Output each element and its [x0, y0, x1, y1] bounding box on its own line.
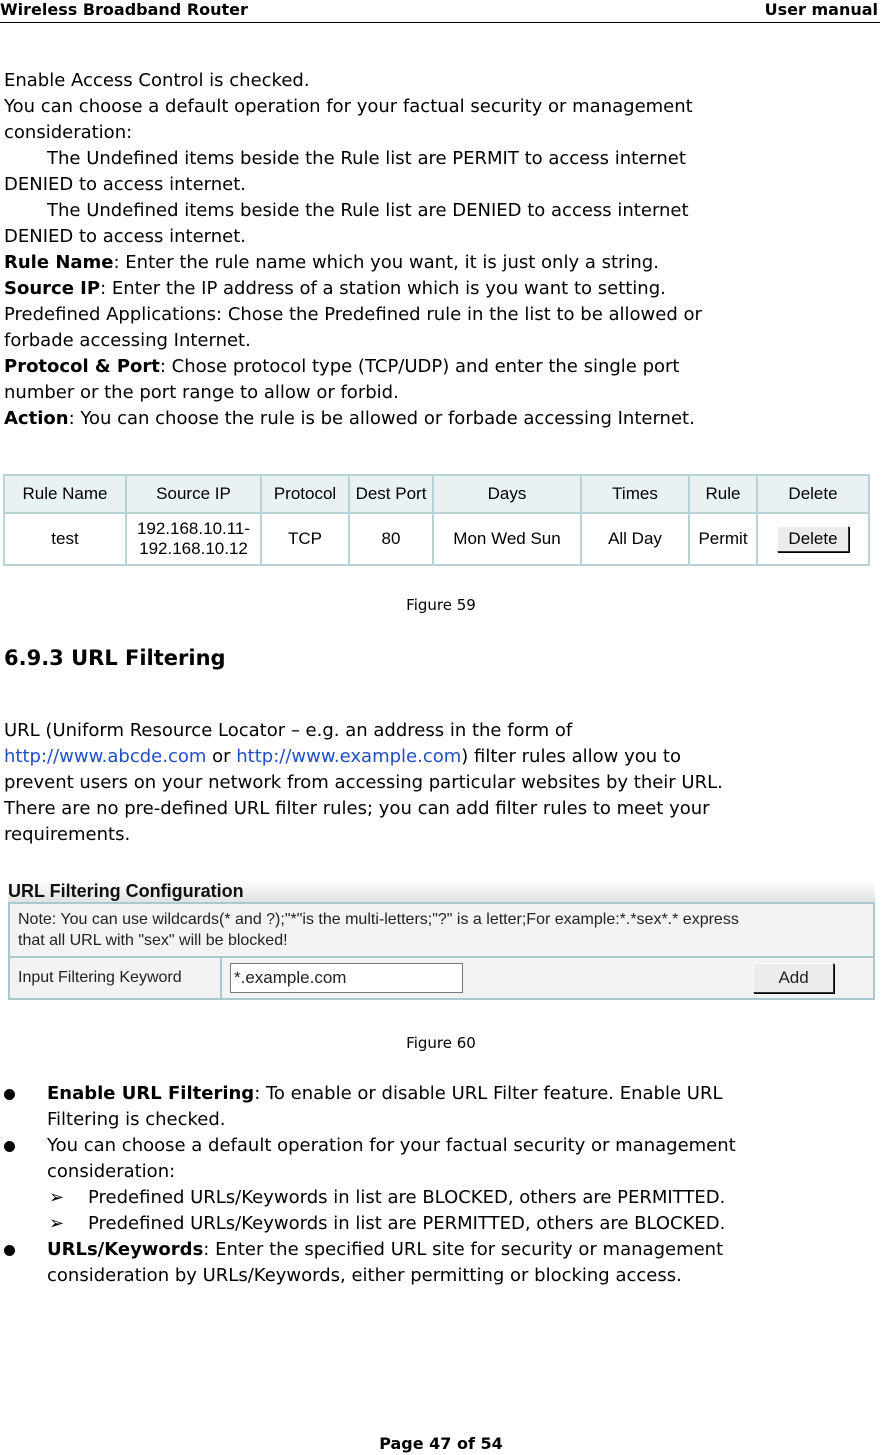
col-header: Source IP — [126, 475, 261, 513]
cell-days: Mon Wed Sun — [433, 513, 581, 565]
text-line: Predefined URLs/Keywords in list are BLOCKED, others are PERMITTED. — [88, 1187, 726, 1208]
text-line: requirements. — [4, 824, 131, 845]
keyword-cell — [221, 957, 874, 999]
definition: : Enter the IP address of a station which is you want to setting. — [100, 278, 666, 299]
definition: : Chose protocol type (TCP/UDP) and enter the single port — [159, 356, 680, 377]
options-list — [4, 1081, 880, 1289]
arrow-bullet-icon: ➢ — [49, 1213, 65, 1234]
text-line: number or the port range to allow or forbid. — [4, 382, 399, 403]
text-line: You can choose a default operation for your factual security or management — [47, 1135, 736, 1156]
cell-rule: Permit — [689, 513, 757, 565]
text-line: prevent users on your network from accessing particular websites by their URL. — [4, 772, 723, 793]
text-fragment: or — [206, 746, 237, 767]
definition: consideration by URLs/Keywords, either permitting or blocking access. — [47, 1265, 682, 1286]
definition: Filtering is checked. — [47, 1109, 226, 1130]
col-header: Days — [433, 475, 581, 513]
col-header: Protocol — [261, 475, 349, 513]
keyword-row — [9, 957, 874, 999]
text-line: You can choose a default operation for your factual security or management — [4, 96, 693, 117]
rule-list-table — [3, 474, 870, 566]
definition: : You can choose the rule is be allowed or forbade accessing Internet. — [68, 408, 695, 429]
header-manual-label: User manual — [764, 0, 878, 19]
config-table — [8, 902, 875, 1000]
term: Enable URL Filtering — [47, 1083, 255, 1104]
text-line: Predefined Applications: Chose the Predefined rule in the list to be allowed or — [4, 304, 702, 325]
text-line: Enable Access Control is checked. — [4, 70, 310, 91]
action-desc — [4, 406, 880, 432]
source-ip-desc — [4, 276, 880, 302]
text-line: The Undefined items beside the Rule list are DENIED to access internet — [47, 200, 689, 221]
list-item — [4, 1237, 880, 1289]
definition: : Enter the specified URL site for security or management — [203, 1239, 724, 1260]
section-title: 6.9.3 URL Filtering — [4, 646, 226, 670]
access-control-description — [4, 68, 880, 432]
page-header — [0, 0, 880, 23]
text-line: Predefined URLs/Keywords in list are PERMITTED, others are BLOCKED. — [88, 1213, 726, 1234]
list-item — [4, 1133, 880, 1185]
bullet-icon — [4, 1141, 15, 1152]
cell-delete — [757, 513, 869, 565]
col-header: Dest Port — [349, 475, 433, 513]
text-line: The Undefined items beside the Rule list are PERMIT to access internet — [47, 148, 686, 169]
arrow-bullet-icon: ➢ — [49, 1187, 65, 1208]
delete-button[interactable]: Delete — [777, 526, 848, 552]
wildcard-note — [9, 903, 874, 957]
ip-start: 192.168.10.11- — [136, 519, 251, 538]
table-header-row — [4, 475, 869, 513]
definition: : To enable or disable URL Filter feature. Enable URL — [254, 1083, 723, 1104]
bullet-icon — [4, 1089, 15, 1100]
text-line: DENIED to access internet. — [4, 174, 247, 195]
url-filter-description — [4, 718, 880, 848]
cell-rule-name: test — [4, 513, 126, 565]
figure-caption: Figure 59 — [406, 596, 476, 614]
ip-end: 192.168.10.12 — [139, 539, 248, 558]
note-row — [9, 903, 874, 957]
cell-dest-port: 80 — [349, 513, 433, 565]
protocol-desc — [4, 354, 880, 380]
text-fragment: ) filter rules allow you to — [461, 746, 681, 767]
term: URLs/Keywords — [47, 1239, 204, 1260]
col-header: Rule — [689, 475, 757, 513]
keyword-label: Input Filtering Keyword — [9, 957, 221, 999]
definition: : Enter the rule name which you want, it is just only a string. — [113, 252, 659, 273]
note-line: Note: You can use wildcards(* and ?);"*"is the multi-letters;"?" is a letter;For example:*.*sex*.* express — [18, 911, 739, 928]
term: Rule Name — [4, 252, 114, 273]
list-item — [4, 1081, 880, 1133]
text-line: There are no pre-defined URL filter rules; you can add filter rules to meet your — [4, 798, 710, 819]
col-header: Delete — [757, 475, 869, 513]
table-row — [4, 513, 869, 565]
filtering-keyword-input[interactable]: *.example.com — [230, 963, 463, 993]
url-filtering-config-panel — [8, 880, 875, 1000]
bullet-icon — [4, 1245, 15, 1256]
add-button[interactable]: Add — [753, 963, 833, 993]
col-header: Rule Name — [4, 475, 126, 513]
sub-list-item — [4, 1185, 880, 1211]
sub-list-item — [4, 1211, 880, 1237]
header-title: Wireless Broadband Router — [0, 0, 248, 19]
text-line: URL (Uniform Resource Locator – e.g. an address in the form of — [4, 720, 573, 741]
panel-title: URL Filtering Configuration — [8, 880, 875, 902]
text-line — [4, 744, 880, 770]
figure-caption: Figure 60 — [406, 1034, 476, 1052]
text-line: consideration: — [4, 122, 133, 143]
example-link[interactable]: http://www.example.com — [236, 746, 462, 767]
col-header: Times — [581, 475, 689, 513]
text-line: DENIED to access internet. — [4, 226, 247, 247]
term: Action — [4, 408, 69, 429]
page-number: Page 47 of 54 — [379, 1434, 503, 1453]
cell-protocol: TCP — [261, 513, 349, 565]
note-line: that all URL with "sex" will be blocked! — [18, 932, 288, 949]
cell-source-ip — [126, 513, 261, 565]
term: Protocol & Port — [4, 356, 160, 377]
example-link[interactable]: http://www.abcde.com — [4, 746, 207, 767]
rule-name-desc — [4, 250, 880, 276]
text-line: forbade accessing Internet. — [4, 330, 251, 351]
term: Source IP — [4, 278, 101, 299]
cell-times: All Day — [581, 513, 689, 565]
text-line: consideration: — [47, 1161, 176, 1182]
